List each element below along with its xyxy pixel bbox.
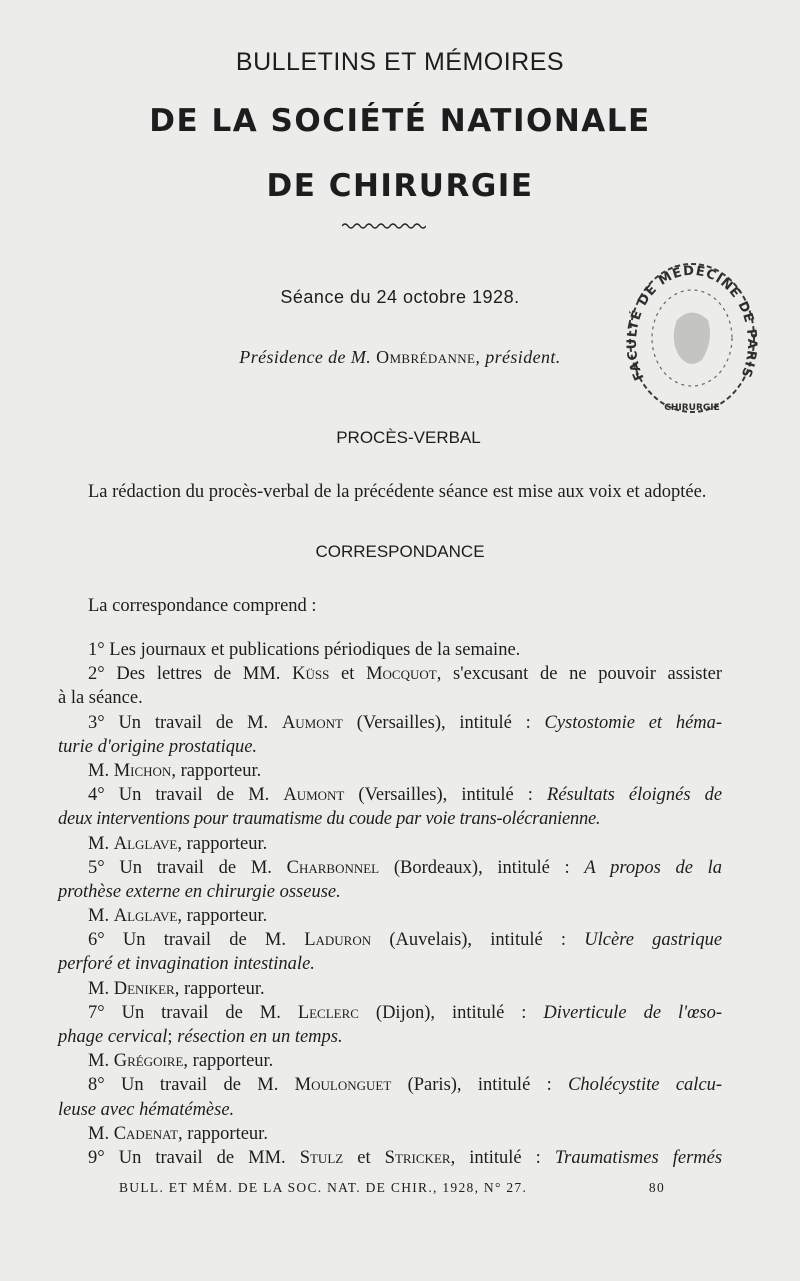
item-number: 4°	[88, 785, 105, 806]
rapporteur-prefix: M.	[88, 1051, 110, 1072]
item-number: 3°	[88, 712, 105, 733]
item-text: Un travail de M.	[121, 1002, 281, 1023]
session-date: Séance du 24 octobre 1928.	[280, 287, 520, 307]
rapporteur-prefix: M.	[88, 978, 110, 999]
presidency-prefix: Présidence de M.	[239, 347, 372, 367]
rapporteur-line	[58, 1049, 722, 1073]
work-title: prothèse externe en chirurgie osseuse.	[58, 881, 341, 902]
rapporteur-prefix: M.	[88, 760, 110, 781]
list-item	[58, 928, 722, 952]
correspondance-intro: La correspondance comprend :	[88, 596, 317, 616]
list-item	[58, 783, 722, 807]
author-name: Laduron	[304, 930, 372, 951]
item-text: (Paris), intitulé :	[407, 1075, 552, 1096]
item-number: 8°	[88, 1075, 105, 1096]
item-text: Un travail de M.	[118, 785, 270, 806]
section-title-correspondance: CORRESPONDANCE	[315, 542, 485, 561]
list-item-continuation	[58, 1025, 722, 1049]
list-item	[58, 1001, 722, 1025]
item-text: , intitulé :	[450, 1147, 541, 1168]
author-name: Mocquot	[366, 664, 437, 685]
rapporteur-line	[58, 832, 722, 856]
work-title: phage cervical	[58, 1027, 168, 1047]
list-item	[58, 711, 722, 735]
item-text: Des lettres de MM.	[116, 664, 281, 685]
author-name: Stulz	[299, 1147, 344, 1168]
item-text: et	[341, 664, 355, 685]
president-name: Ombrédanne	[376, 347, 476, 367]
correspondence-list	[58, 638, 722, 1170]
list-item	[58, 638, 722, 662]
work-title: Ulcère gastrique	[584, 930, 723, 951]
rapporteur-label: , rapporteur.	[183, 1051, 274, 1072]
item-text: Un travail de M.	[118, 712, 269, 733]
author-name: Aumont	[281, 712, 343, 733]
rapporteur-label: , rapporteur.	[174, 978, 265, 999]
item-text: et	[357, 1147, 371, 1168]
list-item-continuation	[58, 1098, 722, 1122]
work-title: deux interventions pour traumatisme du coude par voie trans-olécranienne.	[58, 809, 601, 830]
rapporteur-label: , rapporteur.	[171, 760, 262, 781]
work-title: Cholécystite calcu-	[568, 1075, 723, 1096]
proces-verbal-text: La rédaction du procès-verbal de la précédente séance est mise aux voix et adoptée.	[88, 482, 707, 502]
rapporteur-prefix: M.	[88, 1123, 110, 1144]
footer-citation: BULL. ET MÉM. DE LA SOC. NAT. DE CHIR., 1928, N° 27.	[119, 1180, 528, 1195]
stamp-bottom-text: CHIRURGIE	[664, 403, 720, 413]
list-item-continuation	[58, 735, 722, 759]
rapporteur-name: Alglave	[113, 833, 178, 854]
item-text: Un travail de M.	[119, 857, 272, 878]
item-number: 2°	[88, 664, 105, 685]
item-number: 6°	[88, 930, 105, 951]
library-stamp	[622, 250, 760, 420]
rapporteur-line	[58, 759, 722, 783]
decorative-wave-divider	[342, 221, 426, 231]
work-title: Cystostomie et héma-	[544, 712, 723, 733]
journal-title-line2: DE LA SOCIÉTÉ NATIONALE	[149, 103, 651, 139]
item-text: Un travail de M.	[120, 1075, 279, 1096]
page-number: 80	[648, 1180, 665, 1195]
rapporteur-prefix: M.	[88, 833, 110, 854]
work-title: turie d'origine prostatique.	[58, 736, 258, 757]
author-name: Küss	[292, 664, 330, 685]
item-text: à la séance.	[58, 688, 143, 709]
item-number: 9°	[88, 1147, 105, 1168]
item-text: (Dijon), intitulé :	[375, 1002, 527, 1023]
work-title: résection en un temps.	[177, 1027, 343, 1047]
rapporteur-prefix: M.	[88, 906, 110, 927]
item-text: (Auvelais), intitulé :	[389, 930, 567, 951]
rapporteur-line	[58, 1122, 722, 1146]
item-text: , s'excusant de ne pouvoir assister	[436, 664, 723, 685]
item-text: Les journaux et publications périodiques de la semaine.	[109, 640, 521, 660]
item-text: (Versailles), intitulé :	[356, 712, 531, 733]
author-name: Aumont	[283, 785, 345, 806]
work-title: Diverticule de l'œso-	[543, 1002, 723, 1023]
rapporteur-name: Deniker	[113, 978, 175, 999]
section-title-proces-verbal: PROCÈS-VERBAL	[336, 428, 481, 447]
rapporteur-label: , rapporteur.	[178, 1123, 268, 1144]
stamp-text: FACULTÉ DE MÉDECINE DE PARIS	[624, 263, 760, 383]
author-name: Stricker	[384, 1147, 451, 1168]
presidency-suffix: , président.	[475, 347, 561, 367]
list-item	[58, 1146, 722, 1170]
item-text: (Bordeaux), intitulé :	[393, 857, 570, 878]
rapporteur-label: , rapporteur.	[177, 833, 268, 854]
author-name: Moulonguet	[294, 1075, 392, 1096]
journal-title-line3: DE CHIRURGIE	[266, 168, 534, 204]
work-title: A propos de la	[584, 857, 723, 878]
list-item-continuation	[58, 807, 722, 831]
item-number: 1°	[88, 640, 105, 660]
punctuation: ;	[167, 1027, 173, 1047]
rapporteur-name: Grégoire	[113, 1051, 184, 1072]
list-item	[58, 856, 722, 880]
work-title: leuse avec hématémèse.	[58, 1099, 235, 1120]
author-name: Charbonnel	[286, 857, 380, 878]
list-item-continuation	[58, 686, 722, 710]
rapporteur-name: Alglave	[113, 906, 178, 927]
rapporteur-line	[58, 904, 722, 928]
work-title: Traumatismes fermés	[554, 1147, 723, 1168]
journal-title-line1: BULLETINS ET MÉMOIRES	[235, 48, 565, 76]
page-footer	[119, 1180, 665, 1196]
list-item-continuation	[58, 880, 722, 904]
rapporteur-name: Michon	[113, 760, 172, 781]
list-item	[58, 1073, 722, 1097]
list-item-continuation	[58, 952, 722, 976]
item-text: Un travail de M.	[122, 930, 286, 951]
rapporteur-name: Cadenat	[113, 1123, 179, 1144]
rapporteur-label: , rapporteur.	[177, 906, 268, 927]
item-text: Un travail de MM.	[118, 1147, 286, 1168]
rapporteur-line	[58, 977, 722, 1001]
work-title: perforé et invagination intestinale.	[58, 954, 315, 975]
author-name: Leclerc	[297, 1002, 359, 1023]
list-item	[58, 662, 722, 686]
item-number: 5°	[88, 857, 105, 878]
work-title: Résultats éloignés de	[547, 785, 723, 806]
item-text: (Versailles), intitulé :	[358, 785, 533, 806]
item-number: 7°	[88, 1002, 105, 1023]
